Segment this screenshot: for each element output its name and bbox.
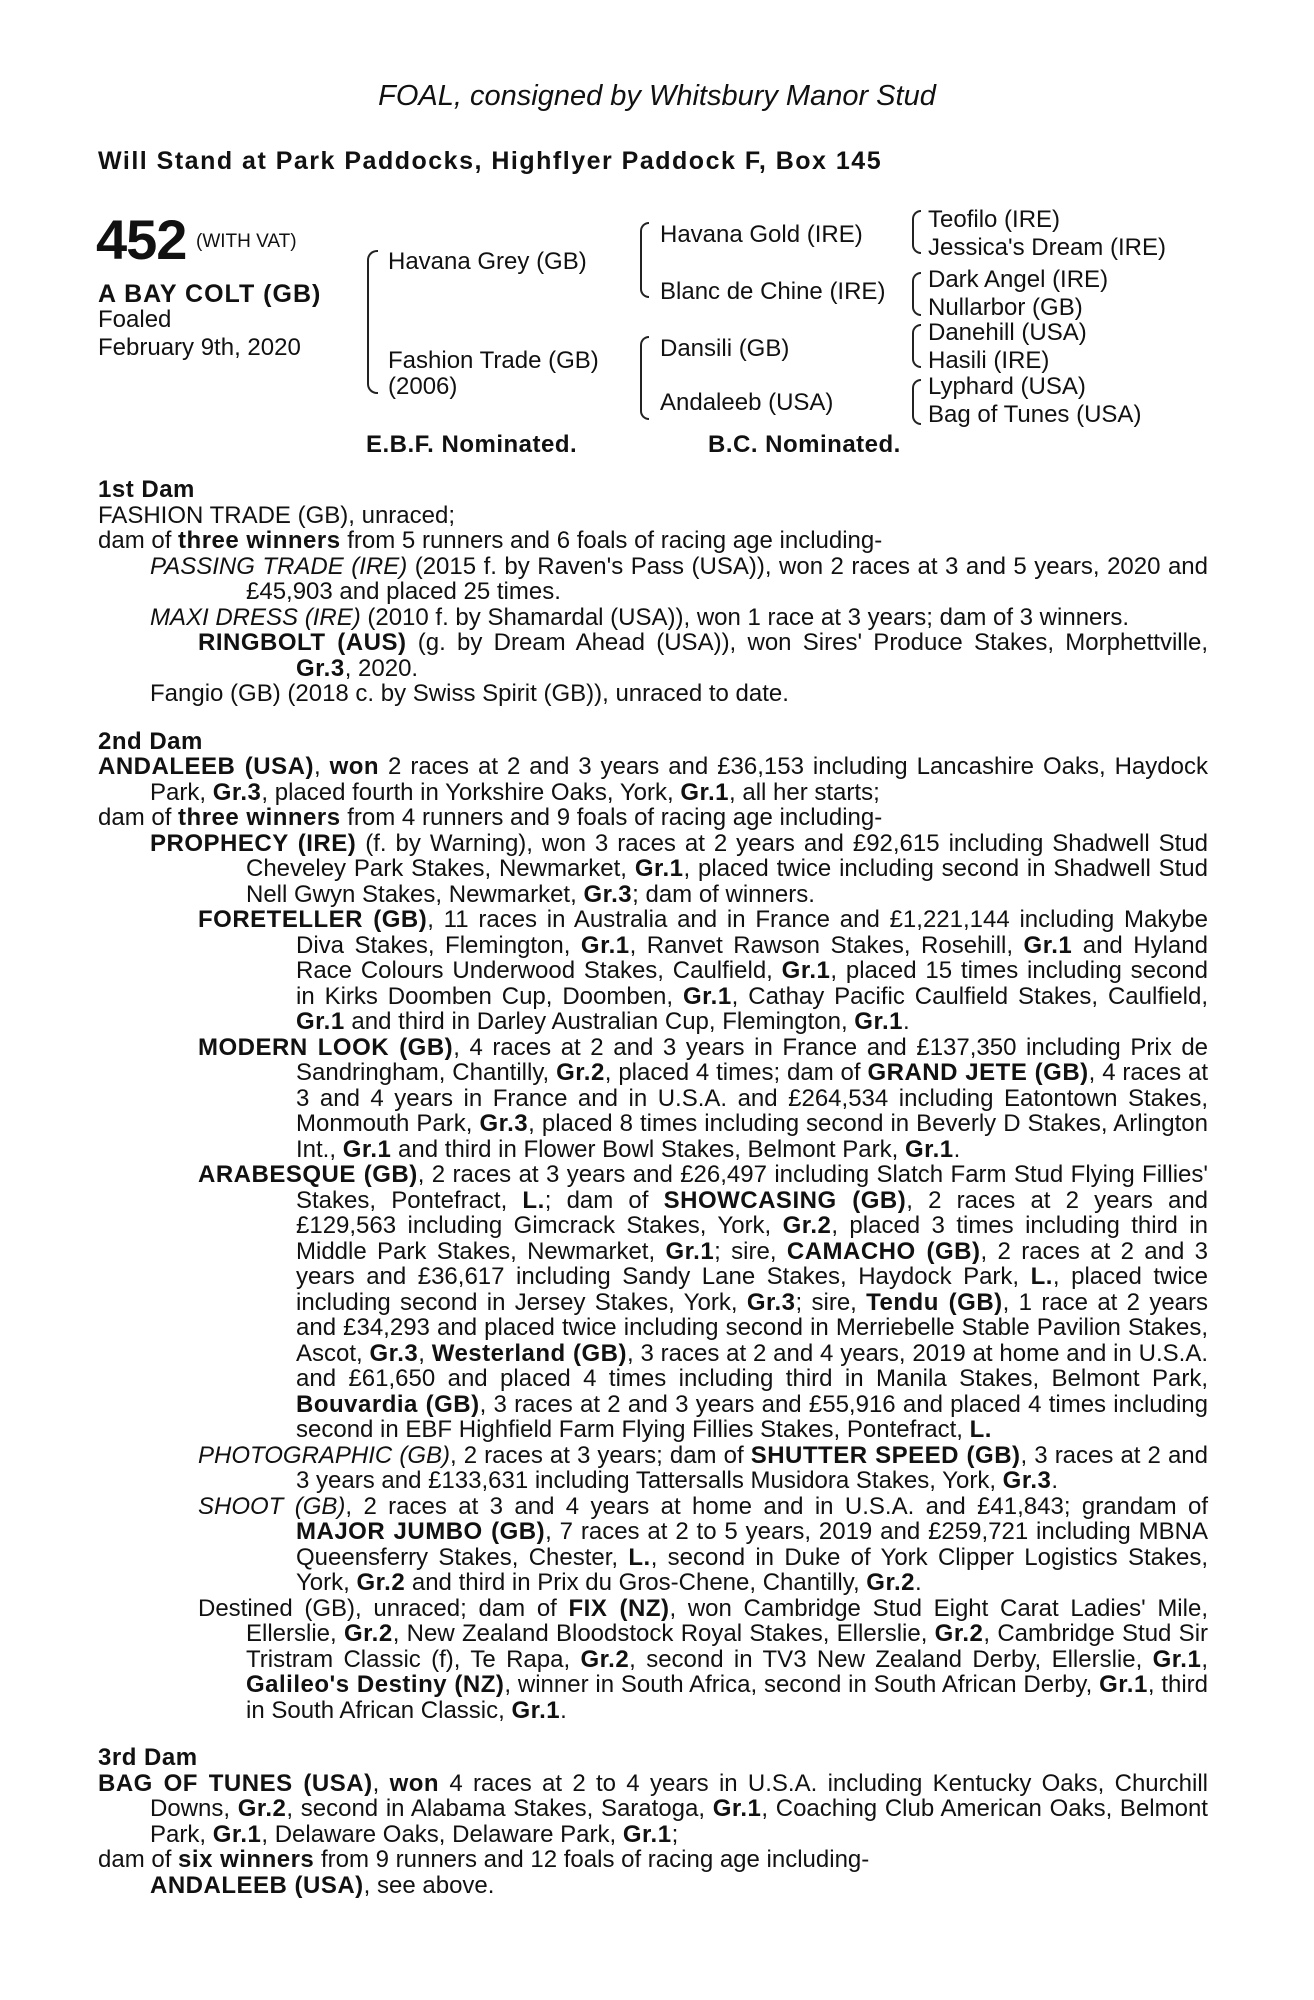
first-dam-heading: 1st Dam bbox=[98, 476, 195, 503]
pedigree-sire-dam: Blanc de Chine (IRE) bbox=[660, 278, 886, 305]
produce-photographic: PHOTOGRAPHIC (GB), 2 races at 3 years; dam of SHUTTER SPEED (GB), 3 races at 2 and 3 years and £133,631 including Tattersalls Musidora Stakes, York, Gr.3. bbox=[198, 1441, 1209, 1494]
pedigree-g7: Lyphard (USA) bbox=[928, 373, 1086, 400]
third-dam-entry: BAG OF TUNES (USA), won 4 races at 2 to 4 years in U.S.A. including Kentucky Oaks, Churchill Downs, Gr.2, second in Alabama Stakes, Saratoga, Gr.1, Coaching Club American Oaks, Belmont Park, Gr.1, Delaware Oaks, Delaware Park, Gr.1; bbox=[98, 1769, 1208, 1848]
bracket-g4 bbox=[912, 379, 921, 425]
produce-foreteller: FORETELLER (GB), 11 races in Australia and in France and £1,221,144 including Makybe Diva Stakes, Flemington, Gr.1, Ranvet Rawson Stakes, Rosehill, Gr.1 and Hyland Race Colours Underwood Stakes, Caulfield, Gr.1, placed 15 times including second in Kirks Doomben Cup, Doomben, Gr.1, Cathay Pacific Caulfield Stakes, Caulfield, Gr.1 and third in Darley Australian Cup, Flemington, Gr.1. bbox=[198, 906, 1209, 1035]
first-dam-produce-summary: dam of three winners from 5 runners and 6 foals of racing age including- bbox=[98, 527, 883, 554]
sire-line-bracket bbox=[640, 222, 649, 298]
pedigree-g4: Nullarbor (GB) bbox=[928, 294, 1083, 321]
stand-location: Will Stand at Park Paddocks, Highflyer Paddock F, Box 145 bbox=[98, 147, 883, 175]
pedigree-sire-sire: Havana Gold (IRE) bbox=[660, 221, 863, 248]
produce-shoot: SHOOT (GB), 2 races at 3 and 4 years at home and in U.S.A. and £41,843; grandam of MAJOR JUMBO (GB), 7 races at 2 to 5 years, 2019 and £259,721 including MBNA Queensferry Stakes, Chester, L., second in Duke of York Clipper Logistics Stakes, York, Gr.2 and third in Prix du Gros-Chene, Chantilly, Gr.2. bbox=[198, 1492, 1209, 1596]
pedigree-sire: Havana Grey (GB) bbox=[388, 248, 587, 275]
bracket-g1 bbox=[912, 210, 921, 254]
produce-arabesque: ARABESQUE (GB), 2 races at 3 years and £26,497 including Slatch Farm Stud Flying Fillies' Stakes, Pontefract, L.; dam of SHOWCASING (GB), 2 races at 2 years and £129,563 including Gimcrack Stakes, York, Gr.2, placed 3 times including third in Middle Park Stakes, Newmarket, Gr.1; sire, CAMACHO (GB), 2 races at 2 and 3 years and £36,617 including Sandy Lane Stakes, Haydock Park, L., placed twice including second in Jersey Stakes, York, Gr.3; sire, Tendu (GB), 1 race at 2 years and £34,293 and placed twice including second in Merriebelle Stable Pavilion Stakes, Ascot, Gr.3, Westerland (GB), 3 races at 2 and 4 years, 2019 at home and in U.S.A. and £61,650 and placed 4 times including third in Manila Stakes, Belmont Park, Bouvardia (GB), 3 races at 2 and 3 years and £55,916 and placed 4 times including second in EBF Highfield Farm Flying Fillies Stakes, Pontefract, L. bbox=[198, 1161, 1209, 1443]
produce-modern-look: MODERN LOOK (GB), 4 races at 2 and 3 years in France and £137,350 including Prix de Sandringham, Chantilly, Gr.2, placed 4 times; dam of GRAND JETE (GB), 4 races at 3 and 4 years in France and in U.S.A. and £264,534 including Eatontown Stakes, Monmouth Park, Gr.3, placed 8 times including second in Beverly D Stakes, Arlington Int., Gr.1 and third in Flower Bowl Stakes, Belmont Park, Gr.1. bbox=[198, 1033, 1209, 1163]
produce-ringbolt: RINGBOLT (AUS) (g. by Dream Ahead (USA)), won Sires' Produce Stakes, Morphettville, Gr.3, 2020. bbox=[198, 629, 1208, 682]
third-dam-produce-summary: dam of six winners from 9 runners and 12 foals of racing age including- bbox=[98, 1846, 870, 1873]
pedigree-g3: Dark Angel (IRE) bbox=[928, 266, 1109, 293]
produce-prophecy: PROPHECY (IRE) (f. by Warning), won 3 races at 2 years and £92,615 including Shadwell Stud Cheveley Park Stakes, Newmarket, Gr.1, placed twice including second in Shadwell Stud Nell Gwyn Stakes, Newmarket, Gr.3; dam of winners. bbox=[150, 829, 1209, 908]
pedigree-dam-year: (2006) bbox=[388, 373, 458, 400]
pedigree-g8: Bag of Tunes (USA) bbox=[928, 401, 1142, 428]
pedigree-dam-sire: Dansili (GB) bbox=[660, 335, 790, 362]
foaled-label: Foaled bbox=[98, 306, 172, 333]
foaled-date: February 9th, 2020 bbox=[98, 334, 301, 361]
pedigree-g6: Hasili (IRE) bbox=[928, 347, 1050, 374]
bracket-g2 bbox=[912, 272, 921, 316]
pedigree-g1: Teofilo (IRE) bbox=[928, 206, 1061, 233]
pedigree-g2: Jessica's Dream (IRE) bbox=[928, 234, 1166, 261]
catalogue-page-body bbox=[98, 477, 1208, 1898]
pedigree-g5: Danehill (USA) bbox=[928, 319, 1087, 346]
ebf-nominated: E.B.F. Nominated. bbox=[366, 431, 578, 458]
bc-nominated: B.C. Nominated. bbox=[708, 431, 901, 458]
sire-dam-bracket bbox=[367, 250, 378, 394]
second-dam-produce-summary: dam of three winners from 4 runners and 9 foals of racing age including- bbox=[98, 804, 883, 831]
pedigree-dam-dam: Andaleeb (USA) bbox=[660, 389, 834, 416]
pedigree-dam: Fashion Trade (GB) bbox=[388, 347, 599, 374]
produce-andaleeb: ANDALEEB (USA), see above. bbox=[150, 1871, 495, 1899]
lot-number: 452 bbox=[96, 208, 187, 271]
first-dam-entry: FASHION TRADE (GB), unraced; bbox=[98, 501, 455, 529]
dam-line-bracket bbox=[640, 336, 649, 420]
catalogue-header: FOAL, consigned by Whitsbury Manor Stud bbox=[378, 80, 936, 112]
third-dam-heading: 3rd Dam bbox=[98, 1744, 198, 1771]
produce-destined: Destined (GB), unraced; dam of FIX (NZ), won Cambridge Stud Eight Carat Ladies' Mile, Ellerslie, Gr.2, New Zealand Bloodstock Royal Stakes, Ellerslie, Gr.2, Cambridge Stud Sir Tristram Classic (f), Te Rapa, Gr.2, second in TV3 New Zealand Derby, Ellerslie, Gr.1, Galileo's Destiny (NZ), winner in South Africa, second in South African Derby, Gr.1, third in South African Classic, Gr.1. bbox=[198, 1594, 1209, 1724]
vat-label: (WITH VAT) bbox=[196, 231, 297, 252]
produce-fangio: Fangio (GB) (2018 c. by Swiss Spirit (GB)), unraced to date. bbox=[150, 680, 789, 707]
second-dam-entry: ANDALEEB (USA), won 2 races at 2 and 3 years and £36,153 including Lancashire Oaks, Haydock Park, Gr.3, placed fourth in Yorkshire Oaks, York, Gr.1, all her starts; bbox=[98, 753, 1208, 806]
produce-maxi-dress: MAXI DRESS (IRE) (2010 f. by Shamardal (USA)), won 1 race at 3 years; dam of 3 winners. bbox=[150, 603, 1130, 631]
lot-description: A BAY COLT (GB) bbox=[98, 280, 322, 308]
bracket-g3 bbox=[912, 324, 921, 368]
produce-passing-trade: PASSING TRADE (IRE) (2015 f. by Raven's Pass (USA)), won 2 races at 3 and 5 years, 2020 and £45,903 and placed 25 times. bbox=[150, 552, 1208, 605]
second-dam-heading: 2nd Dam bbox=[98, 727, 203, 755]
